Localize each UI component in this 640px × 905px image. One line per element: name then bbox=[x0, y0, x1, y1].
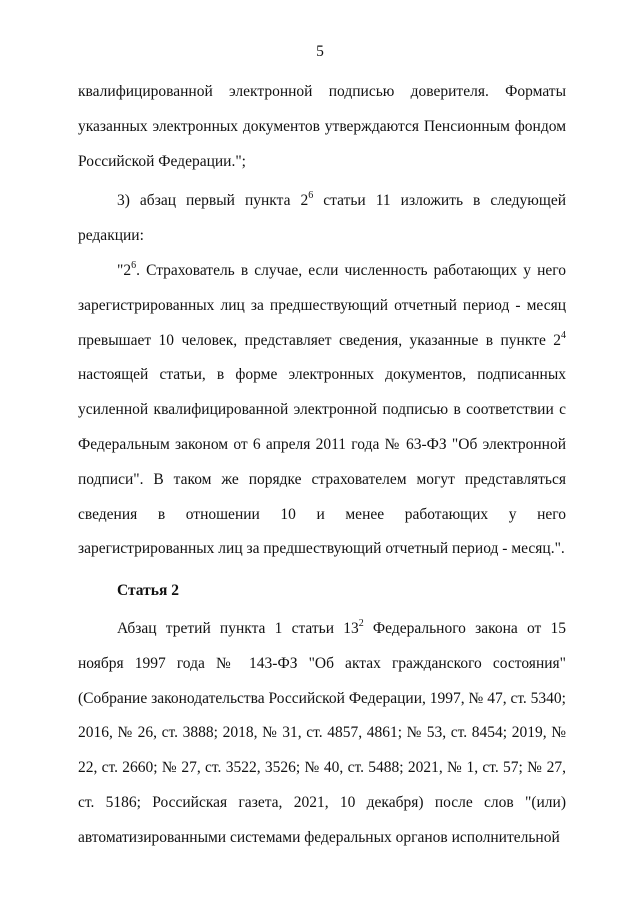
article-heading: Статья 2 bbox=[117, 582, 179, 600]
paragraph-continuation: квалифицированной электронной подписью доверителя. Форматы указанных электронных документов утверждаются Пенсионным фондом Российской Федерации."; bbox=[78, 83, 566, 170]
page-number: 5 bbox=[316, 43, 324, 60]
new-clause-text-body: . Страхователь в случае, если численность работающих у него зарегистрированных лиц за предшествующий отчетный период - месяц превышает 10 человек, представляет сведения, указанные в пункте 2 bbox=[78, 261, 566, 349]
superscript: 2 bbox=[358, 617, 364, 629]
article-2-paragraph bbox=[78, 612, 566, 856]
amendment-item-3-text-cont: статьи 11 изложить в следующей редакции: bbox=[78, 192, 567, 245]
new-clause-text-end: настоящей статьи, в форме электронных документов, подписанных усиленной квалифицированной электронной подписью в соответствии с Федеральным законом от 6 апреля 2011 года № 63-ФЗ "Об электронной подписи". В таком же порядке страхователем могут представляться сведения в отношении 10 и менее работающих у него зарегистрированных лиц за предшествующий отчетный период - месяц.". bbox=[78, 366, 566, 558]
document-body bbox=[78, 75, 566, 856]
article-2-text-start: Абзац третий пункта 1 статьи 13 bbox=[117, 619, 359, 637]
article-2-text-body: Федерального закона от 15 ноября 1997 года № 143-ФЗ "Об актах гражданского состояния" (Собрание законодательства Российской Федерации, 1997, № 47, ст. 5340; 2016, № 26, ст. 3888; 2018, № 31, ст. 4857, 4861; № 53, ст. 8454; 2019, № 22, ст. 2660; № 27, ст. 3522, 3526; № 40, ст. 5488; 2021, № 1, ст. 57; № 27, ст. 5186; Российская газета, 2021, 10 декабря) после слов "(или) автоматизированными системами федеральных органов исполнительной bbox=[78, 619, 566, 846]
superscript: 4 bbox=[561, 329, 566, 341]
new-clause-text-start: "2 bbox=[117, 261, 132, 279]
amendment-item-3 bbox=[78, 184, 566, 254]
superscript: 6 bbox=[131, 259, 137, 271]
superscript: 6 bbox=[308, 190, 314, 202]
new-clause-text bbox=[78, 254, 566, 567]
amendment-item-3-text: 3) абзац первый пункта 2 bbox=[117, 192, 309, 210]
